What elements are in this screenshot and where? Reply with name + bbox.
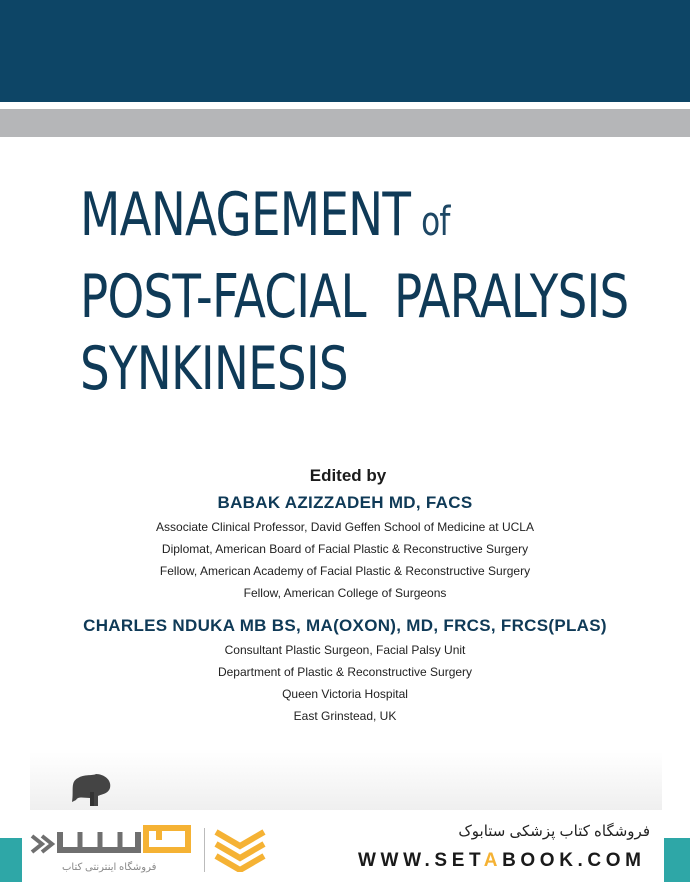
- title-of: of: [421, 199, 450, 245]
- shop-url-part1: WWW.SET: [358, 850, 484, 871]
- edited-by-label: Edited by: [309, 466, 387, 485]
- credits-block: [0, 466, 690, 727]
- editor-2-affiliation: Consultant Plastic Surgeon, Facial Palsy Unit: [224, 643, 466, 657]
- title-line-2: POST-FACIAL PARALYSIS: [80, 262, 629, 332]
- editor-1-affiliation: Fellow, American College of Surgeons: [243, 586, 447, 600]
- footer-teal-right: [664, 838, 690, 882]
- title-line-1: [80, 180, 450, 250]
- shop-url-accent: A: [483, 850, 503, 871]
- publisher-tree-logo-icon: [68, 772, 114, 806]
- footer-teal-left: [0, 838, 22, 882]
- editor-1-affiliation: Diplomat, American Board of Facial Plastic & Reconstructive Surgery: [161, 542, 529, 556]
- title-line-3: SYNKINESIS: [80, 334, 348, 404]
- header-band: [0, 0, 690, 102]
- shop-url-part2: BOOK.COM: [502, 850, 646, 871]
- editor-2-affiliation: Department of Plastic & Reconstructive Surgery: [217, 665, 473, 679]
- editor-1-affiliation: Fellow, American Academy of Facial Plastic & Reconstructive Surgery: [159, 564, 531, 578]
- chevron-stack-icon: [212, 826, 268, 872]
- gray-band: [0, 109, 690, 137]
- logo-tagline: فروشگاه اینترنتی کتاب: [62, 862, 157, 873]
- editor-2-affiliation: Queen Victoria Hospital: [282, 687, 408, 701]
- bottom-fade: [30, 752, 662, 810]
- footer-divider: [204, 828, 205, 872]
- shop-name-fa: فروشگاه کتاب پزشکی ستابوک: [458, 823, 650, 840]
- editor-2-affiliation: East Grinstead, UK: [293, 709, 397, 723]
- title-management: MANAGEMENT: [80, 180, 411, 250]
- editor-2-name: CHARLES NDUKA MB BS, MA(OXON), MD, FRCS, FRCS(PLAS): [83, 616, 607, 635]
- shop-url[interactable]: [358, 850, 646, 872]
- editor-1-affiliation: Associate Clinical Professor, David Geffen School of Medicine at UCLA: [156, 520, 534, 534]
- editor-1-name: BABAK AZIZZADEH MD, FACS: [217, 493, 473, 512]
